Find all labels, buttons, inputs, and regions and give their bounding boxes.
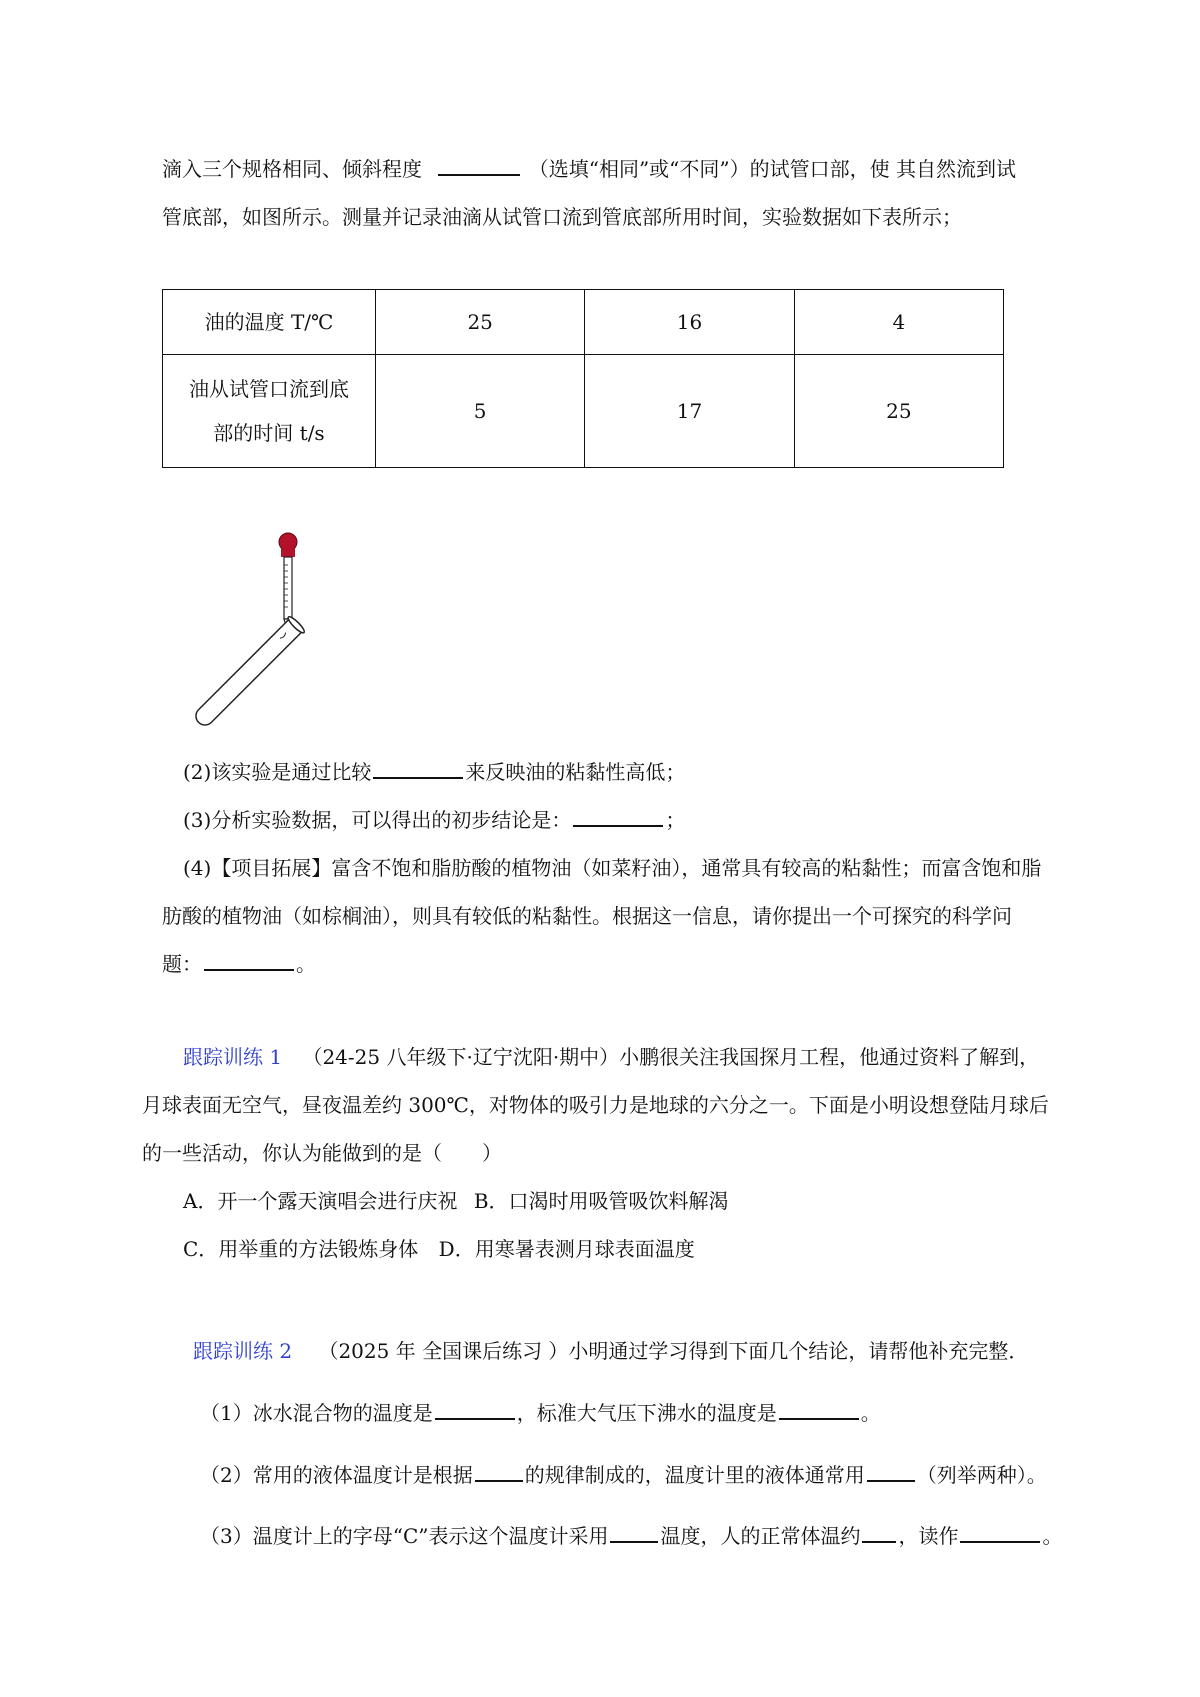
item-text: （2）常用的液体温度计是根据: [200, 1463, 473, 1487]
item-text: （3）温度计上的字母“C”表示这个温度计采用: [200, 1524, 609, 1548]
table-cell: 16: [585, 290, 794, 355]
question-text: (3)分析实验数据，可以得出的初步结论是：: [183, 808, 572, 832]
question-text: ；: [665, 808, 686, 832]
item-text: 。: [860, 1401, 881, 1425]
header-line: 油从试管口流到底: [189, 377, 349, 401]
table-cell: 4: [794, 290, 1003, 355]
question-text: 题：: [162, 952, 202, 976]
question-4-line-2: 肪酸的植物油（如棕榈油），则具有较低的粘黏性。根据这一信息，请你提出一个可探究的科学问: [162, 904, 1012, 928]
question-2: [183, 758, 685, 786]
item-text: ，读作: [898, 1524, 959, 1548]
training-2-text: （2025 年 全国课后练习 ）小明通过学习得到下面几个结论，请帮他补充完整．: [318, 1339, 1029, 1363]
training-2-item-3: [200, 1522, 1062, 1550]
training-1-options-cd: [183, 1235, 695, 1263]
table-row: [163, 290, 1004, 355]
option-c[interactable]: C．用举重的方法锻炼身体: [183, 1237, 419, 1261]
table-header-cell: 油的温度 T/℃: [163, 290, 376, 355]
answer-blank[interactable]: [779, 1400, 859, 1420]
question-4-line-3: [162, 950, 316, 978]
question-text: 。: [296, 952, 316, 976]
item-text: ，标准大气压下沸水的温度是: [516, 1401, 777, 1425]
answer-blank[interactable]: [573, 807, 663, 827]
training-2-header: [193, 1337, 1028, 1365]
training-2-label: 跟踪训练 2: [193, 1339, 293, 1363]
item-text: 温度，人的正常体温约: [660, 1524, 861, 1548]
intro-text-a: 滴入三个规格相同、倾斜程度: [162, 157, 422, 181]
option-d[interactable]: D．用寒暑表测月球表面温度: [438, 1237, 695, 1261]
training-1-options-ab: [183, 1187, 729, 1215]
training-1-line-1: [183, 1043, 1039, 1071]
question-text: 来反映油的粘黏性高低；: [465, 760, 686, 784]
training-1-line-2: 月球表面无空气，昼夜温差约 300℃，对物体的吸引力是地球的六分之一。下面是小明设想登陆月球后: [142, 1093, 1049, 1117]
table-cell: 5: [376, 355, 585, 468]
training-2-item-2: [200, 1461, 1047, 1489]
option-a[interactable]: A．开一个露天演唱会进行庆祝: [183, 1189, 458, 1213]
answer-blank[interactable]: [373, 759, 463, 779]
item-text: 。: [1042, 1524, 1063, 1548]
table-header-cell: [163, 355, 376, 468]
answer-blank[interactable]: [862, 1523, 896, 1543]
training-1-line-3: 的一些活动，你认为能做到的是（ ）: [142, 1141, 502, 1165]
answer-blank[interactable]: [867, 1462, 915, 1482]
option-b[interactable]: B．口渴时用吸管吸饮料解渴: [473, 1189, 729, 1213]
item-text: （列举两种）。: [916, 1463, 1047, 1487]
table-cell: 25: [376, 290, 585, 355]
training-1-text: （24-25 八年级下·辽宁沈阳·期中）小鹏很关注我国探月工程，他通过资料了解到，: [302, 1045, 1040, 1069]
item-text: 的规律制成的，温度计里的液体通常用: [524, 1463, 865, 1487]
answer-blank[interactable]: [475, 1462, 523, 1482]
table-row: [163, 355, 1004, 468]
dropper-test-tube-figure: [170, 525, 320, 745]
training-2-item-1: [200, 1399, 881, 1427]
answer-blank[interactable]: [204, 951, 294, 971]
training-1-label: 跟踪训练 1: [183, 1045, 283, 1069]
item-text: （1）冰水混合物的温度是: [200, 1401, 433, 1425]
question-4-line-1: (4)【项目拓展】富含不饱和脂肪酸的植物油（如菜籽油），通常具有较高的粘黏性；而富含饱和脂: [183, 856, 1042, 880]
question-text: (2)该实验是通过比较: [183, 760, 372, 784]
question-3: [183, 806, 685, 834]
intro-line-2: 管底部，如图所示。测量并记录油滴从试管口流到管底部所用时间，实验数据如下表所示；: [162, 205, 962, 229]
table-cell: 17: [585, 355, 794, 468]
intro-line-1: [162, 155, 1016, 183]
header-line: 部的时间 t/s: [213, 421, 325, 445]
answer-blank[interactable]: [610, 1523, 658, 1543]
answer-blank[interactable]: [960, 1523, 1040, 1543]
intro-text-b: （选填“相同”或“不同”）的试管口部，使 其自然流到试: [528, 157, 1016, 181]
table-cell: 25: [794, 355, 1003, 468]
answer-blank[interactable]: [438, 156, 520, 176]
answer-blank[interactable]: [435, 1400, 515, 1420]
test-tube-icon: [191, 615, 306, 730]
data-table: [162, 289, 1004, 468]
